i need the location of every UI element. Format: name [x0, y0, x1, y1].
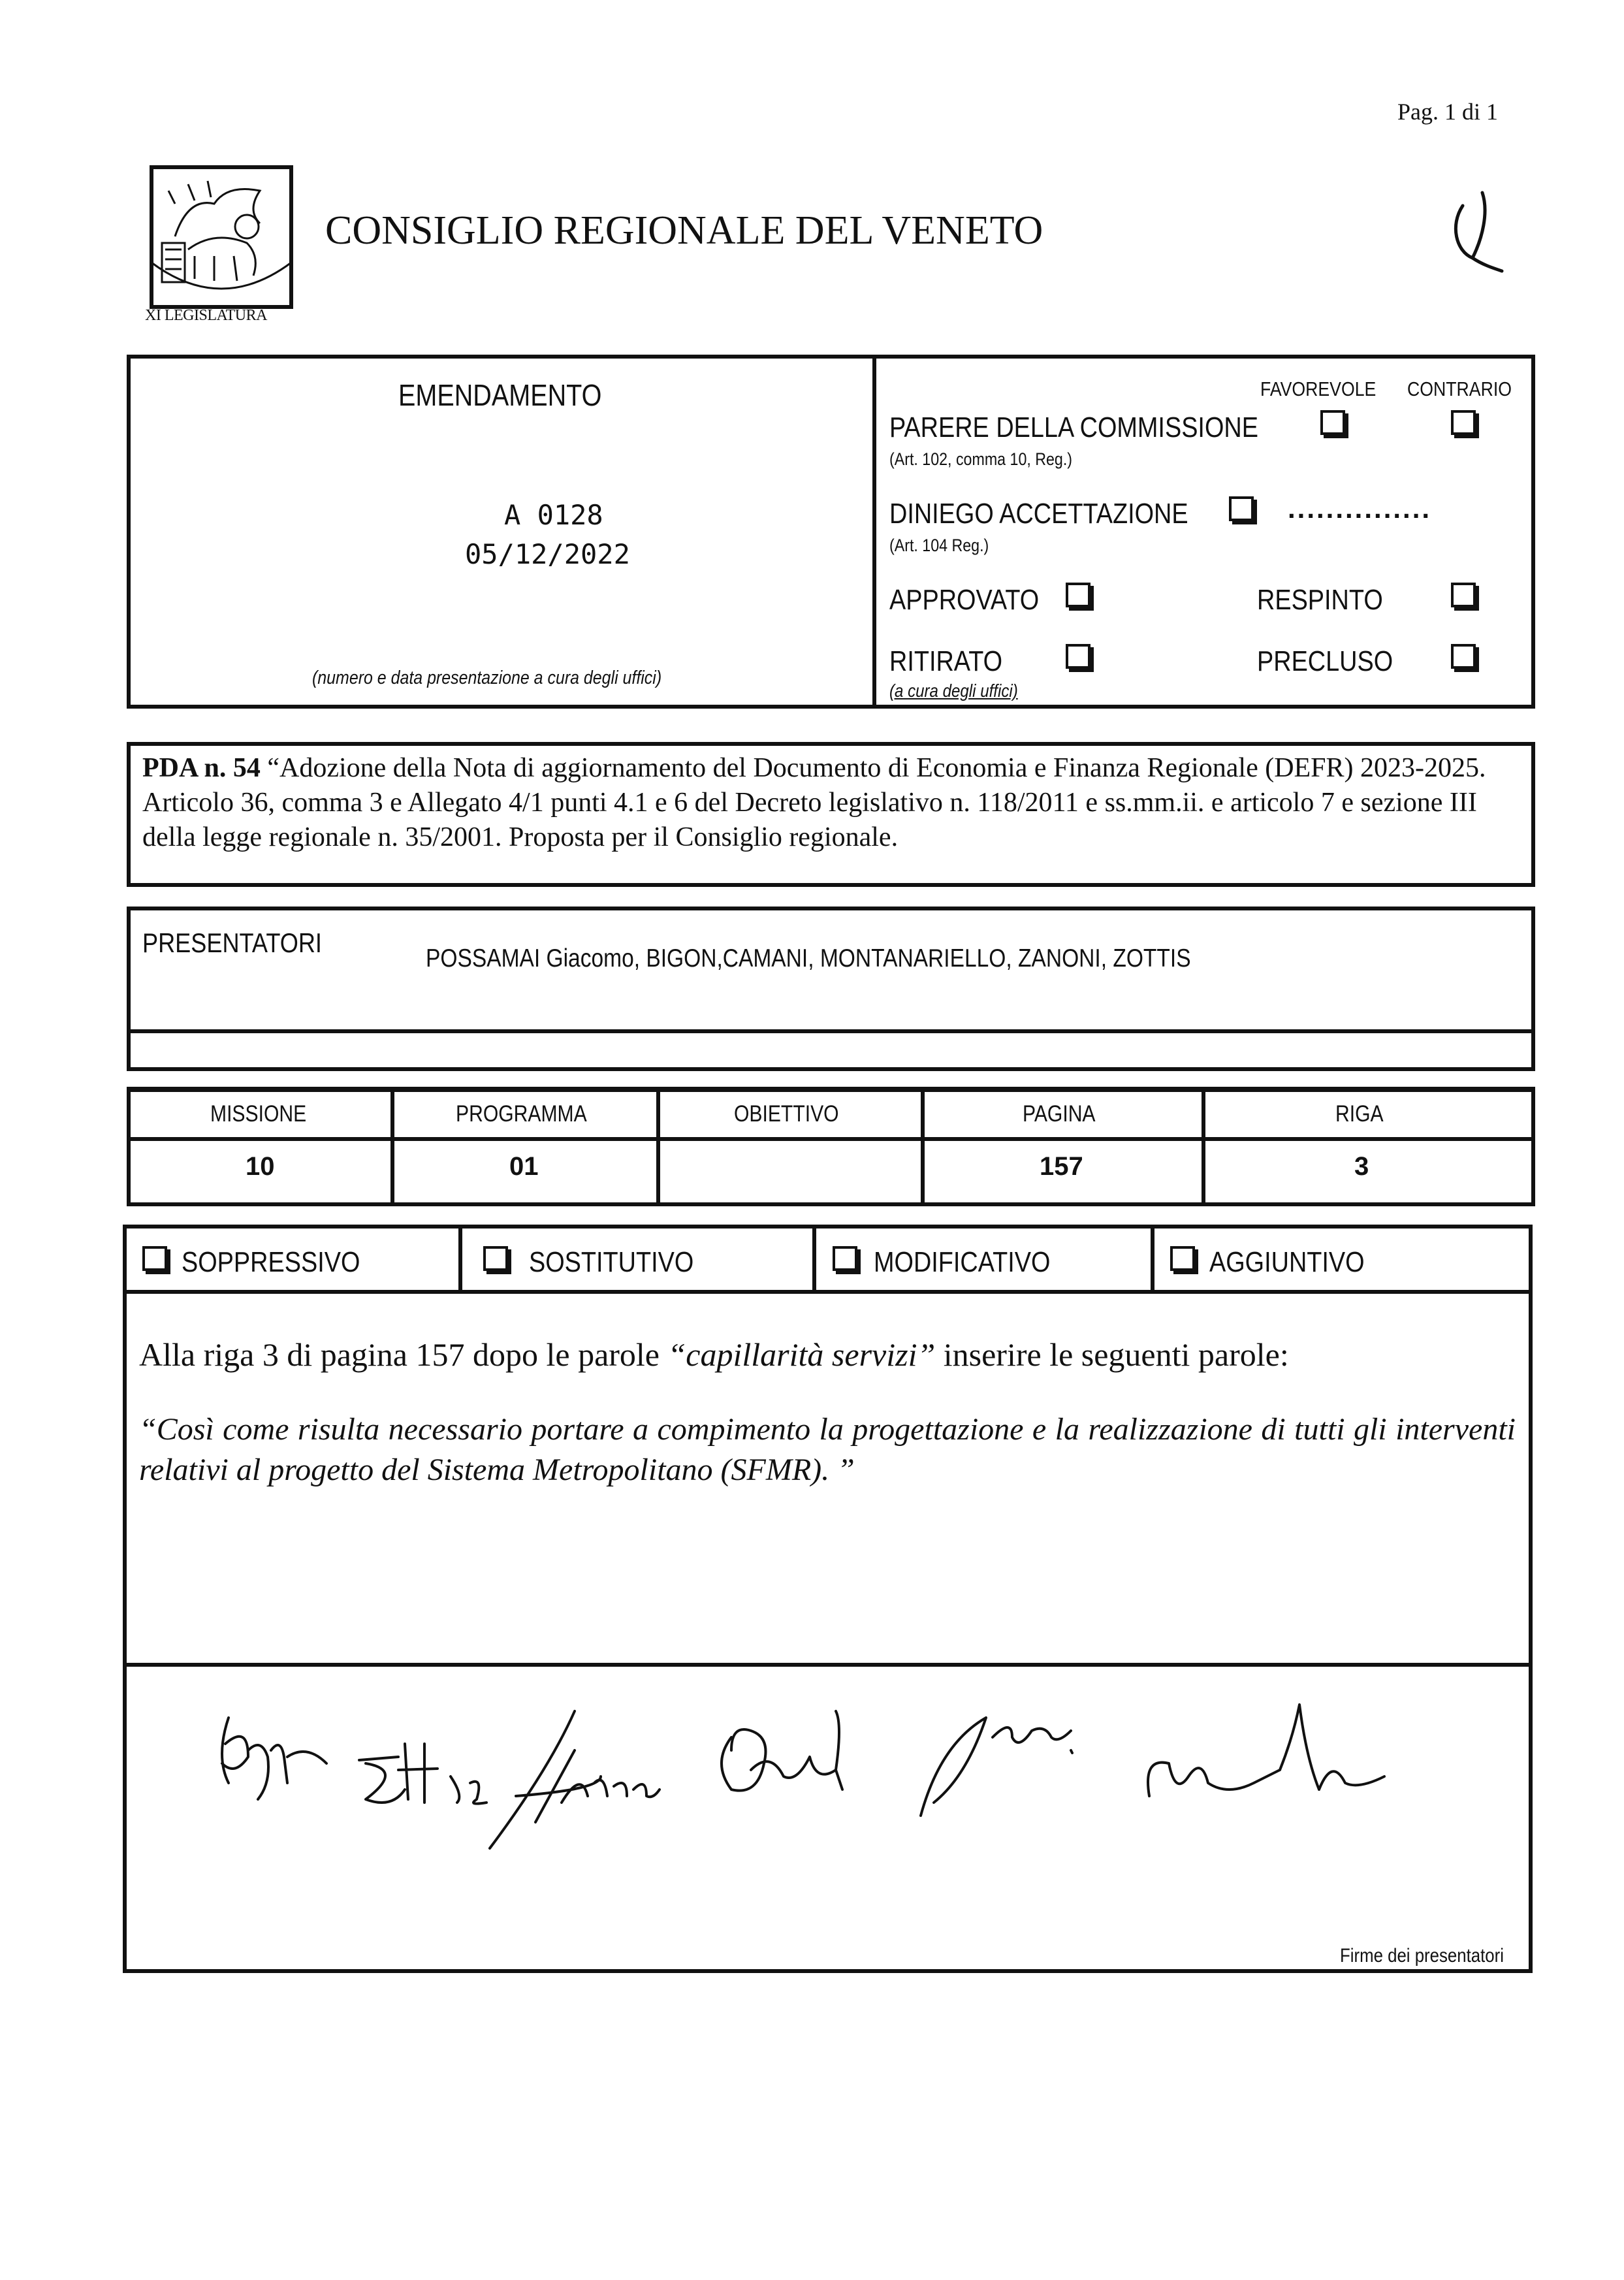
table-header-riga: RIGA — [1335, 1101, 1384, 1127]
favorevole-header: FAVOREVOLE — [1260, 377, 1377, 400]
precluso-label: PRECLUSO — [1257, 645, 1393, 677]
presenters-signatures-icon — [209, 1685, 1410, 1855]
amendment-intro — [139, 1336, 1289, 1373]
pda-description: “Adozione della Nota di aggiornamento del Documento di Economia e Finanza Regionale (DEFR) 2023-2025. Articolo 36, comma 3 e Allegato 4/1 punti 4.1 e 6 del Decreto legislativo n. 118/2011 e ss.mm.ii. e articolo 7 e sezione III della legge regionale n. 35/2001. Proposta per il Consiglio regionale. — [142, 753, 1486, 852]
table-value-pagina: 157 — [1040, 1152, 1083, 1181]
favorevole-checkbox[interactable] — [1320, 410, 1345, 435]
table-value-riga: 3 — [1354, 1152, 1369, 1181]
parere-label: PARERE DELLA COMMISSIONE — [889, 411, 1258, 443]
ritirato-checkbox[interactable] — [1066, 644, 1091, 669]
diniego-dotted-line: ............... — [1288, 493, 1432, 524]
amendment-intro-start: Alla riga 3 di pagina 157 dopo le parole — [139, 1336, 668, 1373]
sostitutivo-checkbox[interactable] — [483, 1246, 508, 1271]
lion-of-saint-mark-logo-icon — [149, 165, 294, 310]
diniego-checkbox[interactable] — [1229, 496, 1254, 521]
approvato-checkbox[interactable] — [1066, 583, 1091, 607]
page-number: Pag. 1 di 1 — [1397, 99, 1499, 125]
amendment-intro-quoted-words: “capillarità servizi” — [667, 1336, 936, 1373]
council-title: CONSIGLIO REGIONALE DEL VENETO — [325, 208, 1043, 253]
table-header-obiettivo: OBIETTIVO — [734, 1101, 839, 1127]
table-header-missione: MISSIONE — [210, 1101, 307, 1127]
diniego-label: DINIEGO ACCETTAZIONE — [889, 498, 1188, 530]
soppressivo-label: SOPPRESSIVO — [182, 1246, 360, 1278]
ritirato-reference: (a cura degli uffici) — [889, 681, 1018, 701]
legislature-label: XI LEGISLATURA — [145, 307, 267, 324]
ritirato-label: RITIRATO — [889, 645, 1003, 677]
pda-text — [142, 751, 1520, 855]
amendment-title: EMENDAMENTO — [398, 378, 602, 412]
signatures-caption: Firme dei presentatori — [1340, 1945, 1504, 1967]
sostitutivo-label: SOSTITUTIVO — [529, 1246, 694, 1278]
precluso-checkbox[interactable] — [1451, 644, 1476, 669]
amendment-date: 05/12/2022 — [465, 538, 630, 570]
table-value-missione: 10 — [246, 1152, 275, 1181]
contrario-checkbox[interactable] — [1451, 410, 1476, 435]
respinto-label: RESPINTO — [1257, 584, 1383, 616]
pda-label: PDA n. 54 — [142, 753, 261, 783]
diniego-reference: (Art. 104 Reg.) — [889, 536, 989, 555]
approvato-label: APPROVATO — [889, 584, 1040, 616]
presentatori-box — [127, 907, 1535, 1071]
presentatori-names: POSSAMAI Giacomo, BIGON,CAMANI, MONTANARIELLO, ZANONI, ZOTTIS — [426, 944, 1191, 972]
amendment-note: (numero e data presentazione a cura degli uffici) — [312, 667, 662, 688]
table-value-programma: 01 — [509, 1152, 539, 1181]
amendment-intro-end: inserire le seguenti parole: — [935, 1336, 1289, 1373]
table-header-programma: PROGRAMMA — [456, 1101, 587, 1127]
amendment-number: A 0128 — [504, 499, 603, 531]
amendment-inserted-text: “Così come risulta necessario portare a compimento la progettazione e la realizzazione di tutti gli interventi relativi al progetto del Sistema Metropolitano (SFMR). ” — [139, 1412, 1516, 1487]
aggiuntivo-checkbox[interactable] — [1170, 1246, 1195, 1271]
presentatori-label: PRESENTATORI — [142, 927, 322, 958]
parere-reference: (Art. 102, comma 10, Reg.) — [889, 449, 1073, 469]
respinto-checkbox[interactable] — [1451, 583, 1476, 607]
aggiuntivo-label: AGGIUNTIVO — [1209, 1246, 1365, 1278]
table-header-pagina: PAGINA — [1023, 1101, 1096, 1127]
modificativo-label: MODIFICATIVO — [874, 1246, 1051, 1278]
modificativo-checkbox[interactable] — [833, 1246, 857, 1271]
soppressivo-checkbox[interactable] — [142, 1246, 167, 1271]
handwritten-mark-icon — [1443, 186, 1515, 278]
contrario-header: CONTRARIO — [1407, 377, 1512, 400]
